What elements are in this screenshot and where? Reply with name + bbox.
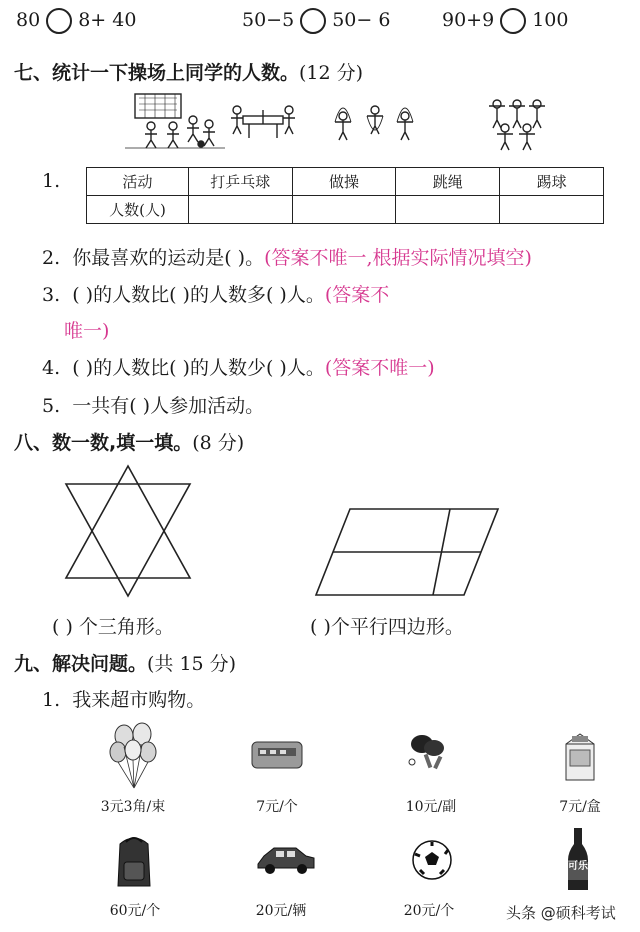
q1-number: 1. [42, 170, 61, 192]
section9-score: (共 15 分) [147, 653, 237, 675]
star-of-david-figure [60, 462, 200, 602]
triangle-count-caption: ( ) 个三角形。 [52, 616, 174, 638]
toy-car-icon [254, 842, 318, 876]
section7-heading [14, 58, 363, 85]
q2-line [42, 243, 532, 270]
q3-line [42, 280, 389, 307]
backpack-icon [112, 832, 156, 890]
table-header-cell: 打乒乓球 [188, 168, 292, 196]
table-answer-cell[interactable] [292, 196, 396, 224]
compare-left-2: 50−5 [242, 9, 295, 31]
compare-right-2: 50− 6 [332, 9, 391, 31]
price-label: 60元/个 [109, 903, 161, 919]
compare-answer-circle-2[interactable] [300, 8, 326, 34]
compare-left-1: 80 [16, 9, 41, 31]
table-header-cell: 活动 [87, 168, 189, 196]
compare-row-2 [242, 8, 390, 34]
table-answer-cell[interactable] [188, 196, 292, 224]
compare-answer-circle-3[interactable] [500, 8, 526, 34]
milk-box-icon [560, 730, 600, 784]
compare-row-3 [442, 8, 568, 34]
parallelogram-figure [312, 505, 502, 600]
parallelogram-count-caption: ( )个平行四边形。 [310, 616, 464, 638]
pencil-case-icon [250, 738, 304, 772]
s9-q1-number: 1. [42, 689, 61, 711]
table-header-cell: 做操 [292, 168, 396, 196]
price-label: 10元/副 [405, 799, 457, 815]
q4-text: ( )的人数比( )的人数少( )人。 [72, 357, 325, 379]
compare-left-3: 90+9 [442, 9, 495, 31]
q3-text: ( )的人数比( )的人数多( )人。 [72, 284, 325, 306]
s9-q1-text: 我来超市购物。 [72, 689, 206, 711]
s9-q1-line [42, 685, 205, 712]
section9-heading [14, 649, 236, 676]
compare-right-1: 8+ 40 [78, 9, 137, 31]
section8-heading [14, 428, 244, 455]
watermark: 头条 @硕科考试 [506, 904, 616, 922]
table-answer-cell[interactable] [396, 196, 500, 224]
table-header-cell: 踢球 [500, 168, 604, 196]
ping-pong-paddles-icon [406, 732, 450, 772]
table-row [87, 196, 604, 224]
section8-score: (8 分) [192, 432, 245, 454]
soccer-group-icon [125, 94, 225, 148]
q2-answer-note: (答案不唯一,根据实际情况填空) [264, 247, 532, 269]
q3-answer-note: (答案不 [324, 284, 390, 306]
q3-number: 3. [42, 284, 61, 306]
q4-number: 4. [42, 357, 61, 379]
table-header-row [87, 168, 604, 196]
cola-label: 可乐 [568, 861, 588, 872]
section7-score: (12 分) [299, 62, 364, 84]
price-label: 3元3角/束 [100, 799, 166, 815]
table-answer-cell[interactable] [500, 196, 604, 224]
price-label: 20元/个 [403, 903, 455, 919]
price-label: 7元/盒 [559, 799, 601, 815]
q3-answer-note-cont: 唯一) [64, 320, 110, 342]
q5-text: 一共有( )人参加活动。 [72, 395, 265, 417]
price-label: 7元/个 [256, 799, 298, 815]
soccer-ball-icon [410, 838, 454, 882]
q2-number: 2. [42, 247, 61, 269]
q5-line [42, 391, 264, 418]
cola-bottle-icon [564, 826, 592, 894]
compare-right-3: 100 [532, 9, 569, 31]
section8-title: 八、数一数,填一填。 [14, 432, 193, 454]
q4-line [42, 353, 435, 380]
ping-pong-group-icon [231, 106, 295, 138]
exercise-group-icon [489, 100, 545, 150]
section7-title: 七、统计一下操场上同学的人数。 [14, 62, 300, 84]
q5-number: 5. [42, 395, 61, 417]
table-row-label: 人数(人) [87, 196, 189, 224]
section9-title: 九、解决问题。 [14, 653, 148, 675]
activity-table [86, 167, 604, 224]
compare-answer-circle-1[interactable] [46, 8, 72, 34]
price-label: 20元/辆 [255, 903, 307, 919]
q4-answer-note: (答案不唯一) [324, 357, 435, 379]
compare-row [16, 8, 136, 34]
table-header-cell: 跳绳 [396, 168, 500, 196]
balloons-icon [108, 722, 160, 792]
jump-rope-group-icon [335, 106, 413, 140]
playground-illustration [125, 90, 565, 152]
q2-text: 你最喜欢的运动是( )。 [72, 247, 265, 269]
